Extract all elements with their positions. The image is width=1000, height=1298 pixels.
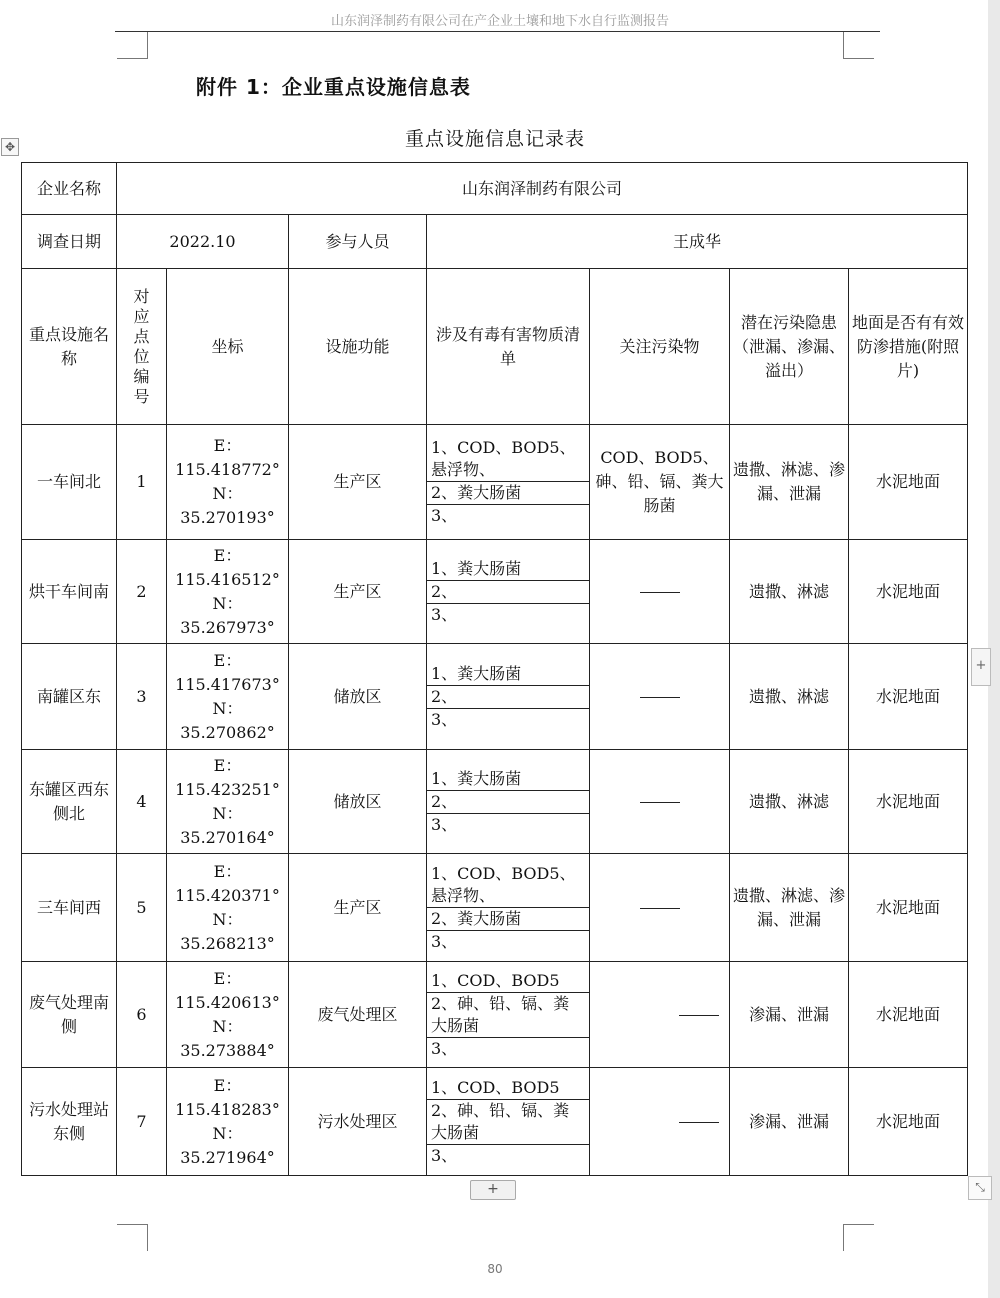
- page-header: 山东润泽制药有限公司在产企业土壤和地下水自行监测报告: [330, 14, 669, 29]
- coordinate-cell: E：115.418772° N：35.270193°: [167, 425, 289, 540]
- point-id-cell: 2: [117, 540, 167, 644]
- substance-item: 2、: [427, 580, 589, 603]
- substances-cell: [427, 644, 590, 750]
- point-id-cell: 6: [117, 962, 167, 1068]
- header-rule: [115, 31, 880, 32]
- point-id-cell: 4: [117, 750, 167, 854]
- table-row: [22, 854, 968, 962]
- add-row-plus-icon[interactable]: +: [470, 1180, 516, 1200]
- substance-item: 2、粪大肠菌: [427, 482, 589, 505]
- substance-item: 3、: [431, 814, 458, 834]
- substance-item: 2、: [427, 685, 589, 708]
- ground-cell: 水泥地面: [849, 854, 968, 962]
- substances-cell: [427, 540, 590, 644]
- function-cell: 生产区: [289, 540, 427, 644]
- coordinate-cell: E：115.416512° N：35.267973°: [167, 540, 289, 644]
- col-header-name: 重点设施名称: [22, 269, 117, 425]
- table-row: [22, 540, 968, 644]
- pollutants-cell: COD、BOD5、砷、铅、镉、粪大肠菌: [590, 425, 730, 540]
- substance-item: 3、: [431, 1038, 458, 1058]
- substances-cell: [427, 962, 590, 1068]
- col-header-risk: 潜在污染隐患（泄漏、渗漏、溢出）: [730, 269, 849, 425]
- point-id-cell: 5: [117, 854, 167, 962]
- facility-name-cell: 污水处理站东侧: [22, 1068, 117, 1176]
- crop-mark-bottom-left: [117, 1224, 148, 1251]
- table-row: [22, 1068, 968, 1176]
- substance-item: 2、: [427, 790, 589, 813]
- risk-cell: 渗漏、泄漏: [730, 962, 849, 1068]
- crop-mark-bottom-right: [843, 1224, 874, 1251]
- pollutants-cell: [590, 1068, 730, 1176]
- table-row: [22, 750, 968, 854]
- facility-name-cell: 一车间北: [22, 425, 117, 540]
- risk-cell: 遗撒、淋滤: [730, 644, 849, 750]
- col-header-coord: 坐标: [167, 269, 289, 425]
- col-header-function: 设施功能: [289, 269, 427, 425]
- table-move-icon[interactable]: ✥: [1, 138, 19, 156]
- function-cell: 生产区: [289, 425, 427, 540]
- empty-dash: [640, 802, 680, 803]
- date-row: [22, 215, 968, 269]
- risk-cell: 遗撒、淋滤、渗漏、泄漏: [730, 854, 849, 962]
- table-row: [22, 962, 968, 1068]
- coordinate-cell: E：115.418283° N：35.271964°: [167, 1068, 289, 1176]
- substance-item: 1、COD、BOD5: [427, 970, 589, 993]
- pollutants-cell: [590, 750, 730, 854]
- ground-cell: 水泥地面: [849, 1068, 968, 1176]
- empty-dash: [640, 908, 680, 909]
- substances-cell: [427, 425, 590, 540]
- substance-item: 2、砷、铅、镉、粪大肠菌: [427, 1099, 589, 1144]
- coordinate-cell: E：115.423251° N：35.270164°: [167, 750, 289, 854]
- crop-mark-top-right: [843, 32, 874, 59]
- participants-value: 王成华: [427, 215, 968, 269]
- facility-table: [21, 162, 968, 1176]
- participants-label: 参与人员: [289, 215, 427, 269]
- table-row: [22, 425, 968, 540]
- risk-cell: 渗漏、泄漏: [730, 1068, 849, 1176]
- pollutants-cell: [590, 962, 730, 1068]
- substance-item: 3、: [431, 709, 458, 729]
- facility-name-cell: 三车间西: [22, 854, 117, 962]
- substance-item: 1、粪大肠菌: [427, 663, 589, 686]
- risk-cell: 遗撒、淋滤: [730, 540, 849, 644]
- facility-name-cell: 烘干车间南: [22, 540, 117, 644]
- table-title: 重点设施信息记录表: [404, 128, 585, 150]
- point-id-cell: 7: [117, 1068, 167, 1176]
- table-row: [22, 644, 968, 750]
- coordinate-cell: E：115.420613° N：35.273884°: [167, 962, 289, 1068]
- substance-item: 1、COD、BOD5、悬浮物、: [427, 437, 589, 482]
- coordinate-cell: E：115.420371° N：35.268213°: [167, 854, 289, 962]
- ground-cell: 水泥地面: [849, 962, 968, 1068]
- risk-cell: 遗撒、淋滤: [730, 750, 849, 854]
- ground-cell: 水泥地面: [849, 540, 968, 644]
- substance-item: 3、: [431, 506, 458, 525]
- add-column-plus-icon[interactable]: +: [971, 648, 991, 686]
- function-cell: 储放区: [289, 644, 427, 750]
- attachment-title: 附件 1：企业重点设施信息表: [196, 75, 471, 99]
- risk-cell: 遗撒、淋滤、渗漏、泄漏: [730, 425, 849, 540]
- function-cell: 储放区: [289, 750, 427, 854]
- function-cell: 废气处理区: [289, 962, 427, 1068]
- substance-item: 1、粪大肠菌: [427, 768, 589, 791]
- substance-item: 2、砷、铅、镉、粪大肠菌: [427, 992, 589, 1037]
- substance-item: 3、: [431, 931, 458, 951]
- facility-name-cell: 废气处理南侧: [22, 962, 117, 1068]
- crop-mark-top-left: [117, 32, 148, 59]
- function-cell: 生产区: [289, 854, 427, 962]
- col-header-substances: 涉及有毒有害物质清单: [427, 269, 590, 425]
- date-value: 2022.10: [117, 215, 289, 269]
- substances-cell: [427, 1068, 590, 1176]
- page-number: 80: [487, 1262, 503, 1276]
- pollutants-cell: [590, 540, 730, 644]
- pollutants-cell: [590, 854, 730, 962]
- substances-cell: [427, 750, 590, 854]
- date-label: 调查日期: [22, 215, 117, 269]
- empty-dash: [679, 1122, 719, 1123]
- ground-cell: 水泥地面: [849, 425, 968, 540]
- substance-item: 3、: [431, 604, 458, 624]
- company-name: 山东润泽制药有限公司: [117, 163, 968, 215]
- empty-dash: [640, 697, 680, 698]
- facility-name-cell: 南罐区东: [22, 644, 117, 750]
- col-header-ground: 地面是否有有效防渗措施(附照片): [849, 269, 968, 425]
- point-id-cell: 1: [117, 425, 167, 540]
- substance-item: 3、: [431, 1145, 458, 1165]
- table-resize-icon[interactable]: ⤡: [968, 1176, 992, 1200]
- facility-name-cell: 东罐区西东侧北: [22, 750, 117, 854]
- substance-item: 1、粪大肠菌: [427, 558, 589, 581]
- company-label: 企业名称: [22, 163, 117, 215]
- col-header-pollutants: 关注污染物: [590, 269, 730, 425]
- ground-cell: 水泥地面: [849, 644, 968, 750]
- empty-dash: [640, 592, 680, 593]
- substance-item: 1、COD、BOD5: [427, 1077, 589, 1100]
- function-cell: 污水处理区: [289, 1068, 427, 1176]
- column-header-row: [22, 269, 968, 425]
- ground-cell: 水泥地面: [849, 750, 968, 854]
- substance-item: 1、COD、BOD5、悬浮物、: [427, 863, 589, 908]
- empty-dash: [679, 1015, 719, 1016]
- substances-cell: [427, 854, 590, 962]
- company-row: [22, 163, 968, 215]
- pollutants-cell: [590, 644, 730, 750]
- coordinate-cell: E：115.417673° N：35.270862°: [167, 644, 289, 750]
- col-header-id: 对应点位编号: [117, 269, 167, 425]
- substance-item: 2、粪大肠菌: [427, 907, 589, 930]
- point-id-cell: 3: [117, 644, 167, 750]
